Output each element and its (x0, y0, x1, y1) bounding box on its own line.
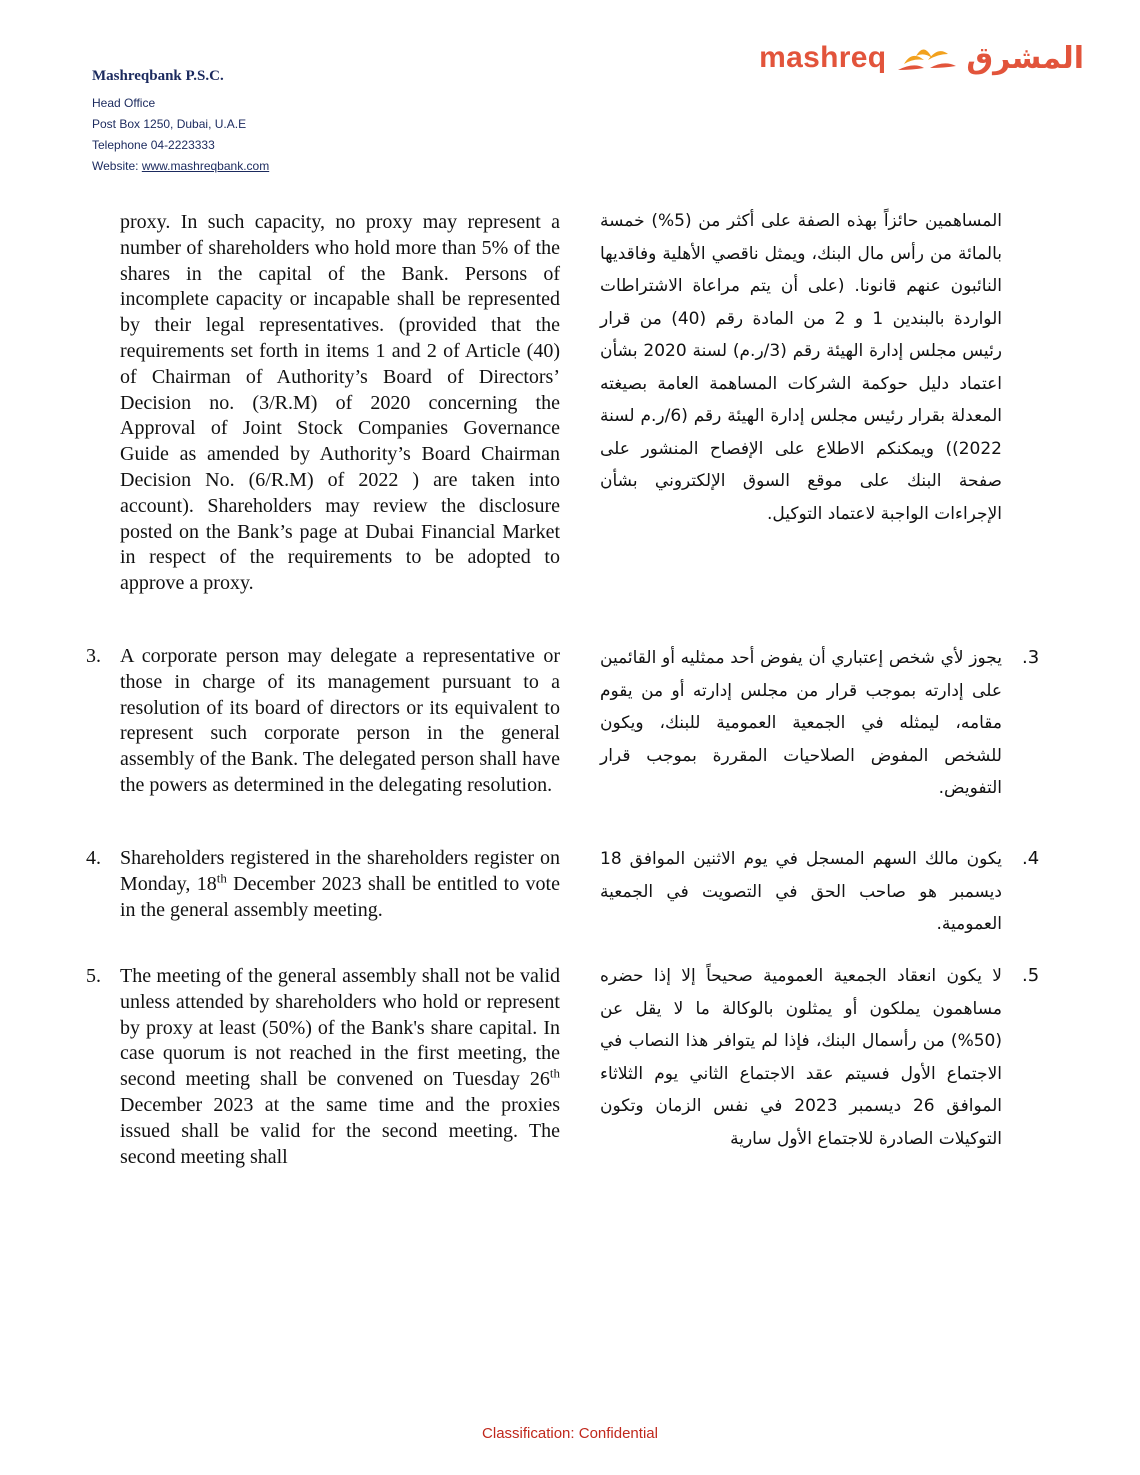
english-item-4 (120, 846, 560, 923)
english-item-number: 4. (86, 847, 101, 869)
english-item-number: 3. (86, 645, 101, 667)
english-item-5-text: December 2023 at the same time and the proxies issued shall be valid for the second meeting. The second meeting shall (120, 1093, 560, 1168)
website-label: Website: (92, 159, 142, 173)
sunburst-logo-icon (894, 40, 958, 76)
english-intro-paragraph: proxy. In such capacity, no proxy may represent a number of shareholders who hold more than 5% of the shares in the capital of the Bank. Persons of incomplete capacity or incapable shall be represented by their legal representatives. (provided that the requirements set forth in items 1 and 2 of Article (40) of Chairman of Authority’s Board of Directors’ Decision no. (3/R.M) of 2020 concerning the Approval of Joint Stock Companies Governance Guide as amended by Authority’s Board Chairman Decision No. (6/R.M) of 2022 ) are taken into account). Shareholders may review the disclosure posted on the Bank’s page at Dubai Financial Market in respect of the requirements to be adopted to approve a proxy. (120, 211, 560, 595)
english-item-5-text: The meeting of the general assembly shall not be valid unless attended by shareholders who hold or represent by proxy at least (50%) of the Bank's share capital. In case quorum is not reached in the first meeting, the second meeting shall be convened on Tuesday 26 (120, 965, 560, 1091)
ordinal-suffix: th (216, 870, 227, 886)
arabic-item-4: يكون مالك السهم المسجل في يوم الاثنين الموافق 18 ديسمبر هو صاحب الحق في التصويت في الجمعية العمومية. (600, 849, 1002, 934)
logo-arabic-text: المشرق (966, 40, 1084, 76)
ordinal-suffix: th (549, 1065, 560, 1081)
mashreq-logo (759, 34, 1084, 82)
telephone: Telephone 04-2223333 (92, 138, 215, 152)
arabic-intro-paragraph: المساهمين حائزاً بهذه الصفة على أكثر من (5%) خمسة بالمائة من رأس مال البنك، ويمثل ناقصي الأهلية وفاقديها النائبون عنهم قانونا. (على أن يتم مراعاة الاشتراطات الواردة بالبندين 1 و 2 من المادة رقم (40) من قرار رئيس مجلس إدارة الهيئة رقم (3/ر.م) لسنة 2020 بشأن اعتماد دليل حوكمة الشركات المساهمة العامة بصيغته المعدلة بقرار رئيس مجلس إدارة الهيئة رقم (6/ر.م لسنة 2022)) ويمكنكم الاطلاع على الإفصاح المنشور على صفحة البنك على موقع السوق الإلكتروني بشأن الإجراءات الواجبة لاعتماد التوكيل. (600, 211, 1003, 524)
arabic-item-5: لا يكون انعقاد الجمعية العمومية صحيحاً إلا إذا حضره مساهمون يملكون أو يمثلون بالوكالة ما لا يقل عن (50%) من رأسمال البنك، فإذا لم يتوافر هذا النصاب في الاجتماع الأول فسيتم عقد الاجتماع الثاني يوم الثلاثاء الموافق 26 ديسمبر 2023 في نفس الزمان وتكون التوكيلات الصادرة للاجتماع الأول سارية (600, 966, 1002, 1149)
head-office-label: Head Office (92, 96, 156, 110)
english-item-5 (120, 964, 560, 1170)
english-item-number: 5. (86, 965, 101, 987)
arabic-item-number: .3 (1022, 647, 1040, 668)
arabic-item-number: .4 (1022, 848, 1040, 869)
letterhead (92, 68, 269, 177)
postal-address: Post Box 1250, Dubai, U.A.E (92, 117, 247, 131)
logo-english-text: mashreq (759, 41, 887, 74)
arabic-item-number: .5 (1022, 965, 1040, 986)
website-link[interactable]: www.mashreqbank.com (141, 159, 270, 173)
website (92, 156, 269, 177)
english-item-4-text: Shareholders registered in the shareholders register on Monday, 18 (120, 847, 560, 895)
company-name: Mashreqbank P.S.C. (92, 68, 224, 84)
english-item-3: A corporate person may delegate a representative or those in charge of its management pursuant to a resolution of its board of directors or its equivalent to represent such corporate person in the general assembly of the Bank. The delegated person shall have the powers as determined in the delegating resolution. (120, 645, 560, 796)
english-item-4-text: December 2023 shall be entitled to vote in the general assembly meeting. (120, 872, 560, 921)
arabic-item-3: يجوز لأي شخص إعتباري أن يفوض أحد ممثليه أو القائمين على إدارته بموجب قرار من مجلس إدارته أو من يقوم مقامه، ليمثله في الجمعية العمومية للبنك، ويكون للشخص المفوض الصلاحيات المقررة بموجب قرار التفويض. (600, 648, 1002, 798)
classification-footer: Classification: Confidential (482, 1425, 658, 1442)
